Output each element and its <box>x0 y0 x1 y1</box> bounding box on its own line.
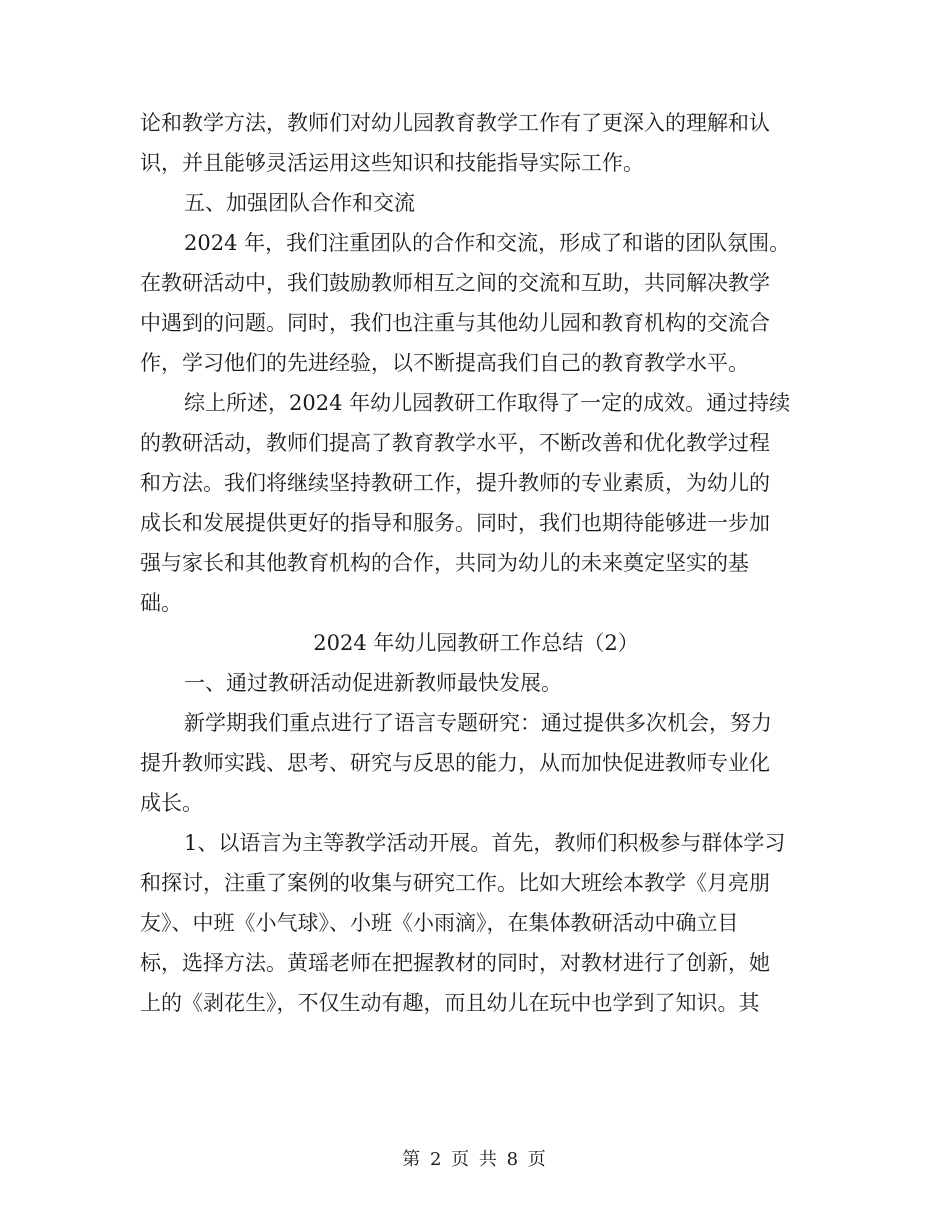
paragraph-line: 上的《剥花生》，不仅生动有趣，而且幼儿在玩中也学到了知识。其 <box>140 991 760 1015</box>
paragraph-line: 和方法。我们将继续坚持教研工作，提升教师的专业素质，为幼儿的 <box>140 471 770 495</box>
paragraph-line: 的教研活动，教师们提高了教育教学水平，不断改善和优化教学过程 <box>140 431 770 455</box>
paragraph-line: 综上所述，2024 年幼儿园教研工作取得了一定的成效。通过持续 <box>184 391 791 415</box>
section-heading: 五、加强团队合作和交流 <box>184 191 415 215</box>
paragraph-line: 1、以语言为主等教学活动开展。首先，教师们积极参与群体学习 <box>184 831 786 855</box>
paragraph-line: 识，并且能够灵活运用这些知识和技能指导实际工作。 <box>140 151 644 175</box>
paragraph-line: 论和教学方法，教师们对幼儿园教育教学工作有了更深入的理解和认 <box>140 111 770 135</box>
paragraph-line: 提升教师实践、思考、研究与反思的能力，从而加快促进教师专业化 <box>140 751 770 775</box>
paragraph-line: 和探讨，注重了案例的收集与研究工作。比如大班绘本教学《月亮朋 <box>140 871 770 895</box>
document-body <box>140 103 812 1023</box>
paragraph-line: 中遇到的问题。同时，我们也注重与其他幼儿园和教育机构的交流合 <box>140 311 770 335</box>
section-heading: 一、通过教研活动促进新教师最快发展。 <box>184 671 562 695</box>
page-footer: 第 2 页 共 8 页 <box>402 1149 548 1170</box>
paragraph-line: 强与家长和其他教育机构的合作，共同为幼儿的未来奠定坚实的基 <box>140 551 749 575</box>
section-title: 2024 年幼儿园教研工作总结（2） <box>313 631 639 655</box>
paragraph-line: 成长。 <box>140 791 203 815</box>
paragraph-line: 作，学习他们的先进经验，以不断提高我们自己的教育教学水平。 <box>140 351 749 375</box>
paragraph-line: 友》、中班《小气球》、小班《小雨滴》，在集体教研活动中确立目 <box>140 911 739 935</box>
paragraph-line: 成长和发展提供更好的指导和服务。同时，我们也期待能够进一步加 <box>140 511 770 535</box>
paragraph-line: 在教研活动中，我们鼓励教师相互之间的交流和互助，共同解决教学 <box>140 271 770 295</box>
paragraph-line: 础。 <box>140 591 182 615</box>
paragraph-line: 新学期我们重点进行了语言专题研究：通过提供多次机会，努力 <box>184 711 772 735</box>
paragraph-line: 2024 年，我们注重团队的合作和交流，形成了和谐的团队氛围。 <box>184 231 791 255</box>
paragraph-line: 标，选择方法。黄瑶老师在把握教材的同时，对教材进行了创新，她 <box>140 951 770 975</box>
